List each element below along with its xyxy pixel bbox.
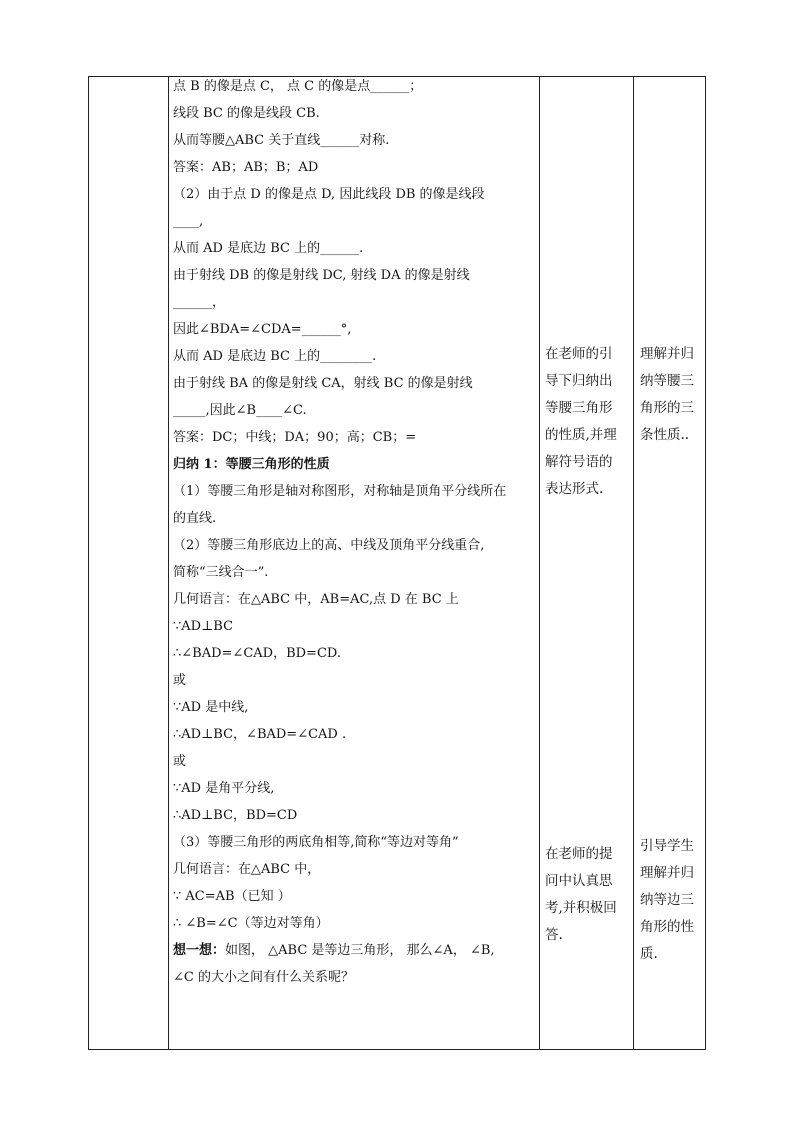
content-line: 由于射线 DB 的像是射线 DC, 射线 DA 的像是射线 bbox=[173, 268, 470, 283]
content-line: 因此∠BDA=∠CDA=______°, bbox=[173, 322, 352, 337]
content-line: ∴∠BAD=∠CAD，BD=CD. bbox=[173, 646, 341, 661]
content-line: 线段 BC 的像是线段 CB. bbox=[173, 106, 320, 121]
content-line: 的直线. bbox=[173, 511, 217, 526]
content-line: ∴AD⊥BC，BD=CD bbox=[173, 808, 298, 823]
content-line: ______， bbox=[173, 295, 226, 310]
design-intent-line: 纳等腰三 bbox=[640, 373, 694, 389]
design-intent-line: 质. bbox=[640, 946, 658, 962]
student-activity-line: 答. bbox=[545, 927, 563, 943]
column-divider bbox=[539, 77, 540, 1049]
content-line: ∵AD 是中线, bbox=[173, 700, 249, 715]
content-line: ∵AD⊥BC bbox=[173, 619, 234, 634]
student-activity-block bbox=[545, 341, 633, 503]
column-divider bbox=[633, 77, 634, 1049]
content-line: ∵ AC=AB（已知 ） bbox=[173, 889, 291, 904]
content-line: 点 B 的像是点 C， 点 C 的像是点______； bbox=[173, 79, 423, 94]
content-line: 从而等腰△ABC 关于直线______对称. bbox=[173, 133, 390, 148]
student-activity-line: 解符号语的 bbox=[545, 454, 613, 470]
design-intent-line: 纳等边三 bbox=[640, 892, 694, 908]
content-line: （2）等腰三角形底边上的高、中线及顶角平分线重合, bbox=[173, 538, 485, 553]
student-activity-line: 导下归纳出 bbox=[545, 373, 613, 389]
bold-lead: 想一想： bbox=[173, 943, 226, 958]
student-activity-line: 在老师的提 bbox=[545, 846, 613, 862]
content-line: 或 bbox=[173, 754, 187, 769]
student-activity-line: 在老师的引 bbox=[545, 346, 613, 362]
content-line: ∴AD⊥BC，∠BAD=∠CAD . bbox=[173, 727, 347, 742]
content-line: ∵AD 是角平分线, bbox=[173, 781, 275, 796]
student-activity-line: 问中认真思 bbox=[545, 873, 613, 889]
content-line: 从而 AD 是底边 BC 上的________. bbox=[173, 349, 377, 364]
content-line: _____,因此∠B____∠C. bbox=[173, 403, 307, 418]
content-line: 答案：AB；AB；B；AD bbox=[173, 160, 319, 175]
design-intent-block bbox=[640, 341, 702, 449]
content-line: 几何语言：在△ABC 中， bbox=[173, 862, 321, 877]
student-activity-block bbox=[545, 841, 633, 949]
content-line: ∠C 的大小之间有什么关系呢？ bbox=[173, 970, 354, 985]
design-intent-line: 角形的性 bbox=[640, 919, 694, 935]
content-line: 由于射线 BA 的像是射线 CA，射线 BC 的像是射线 bbox=[173, 376, 473, 391]
content-line: （1）等腰三角形是轴对称图形，对称轴是顶角平分线所在 bbox=[173, 484, 507, 499]
content-line: 或 bbox=[173, 673, 187, 688]
content-line: （2）由于点 D 的像是点 D, 因此线段 DB 的像是线段 bbox=[173, 187, 485, 202]
content-line: 归纳 1：等腰三角形的性质 bbox=[173, 457, 330, 472]
design-intent-block bbox=[640, 833, 702, 968]
student-activity-line: 表达形式. bbox=[545, 481, 604, 497]
design-intent-line: 条性质.. bbox=[640, 427, 690, 443]
content-line: 想一想：如图， △ABC 是等边三角形， 那么∠A， ∠B, bbox=[173, 943, 495, 958]
content-line: 几何语言：在△ABC 中，AB=AC,点 D 在 BC 上 bbox=[173, 592, 459, 607]
content-line: 从而 AD 是底边 BC 上的______. bbox=[173, 241, 364, 256]
student-activity-line: 考,并积极回 bbox=[545, 900, 617, 916]
design-intent-line: 理解并归 bbox=[640, 865, 694, 881]
content-line: ____, bbox=[173, 214, 204, 229]
design-intent-line: 理解并归 bbox=[640, 346, 694, 362]
student-activity-line: 等腰三角形 bbox=[545, 400, 613, 416]
content-line: 答案：DC；中线；DA；90；高；CB；= bbox=[173, 430, 417, 445]
content-line: 简称“三线合一”. bbox=[173, 565, 269, 580]
design-intent-line: 角形的三 bbox=[640, 400, 694, 416]
student-activity-line: 的性质,并理 bbox=[545, 427, 617, 443]
content-line: （3）等腰三角形的两底角相等,简称“等边对等角” bbox=[173, 835, 459, 850]
design-intent-line: 引导学生 bbox=[640, 838, 694, 854]
content-line: ∴ ∠B=∠C（等边对等角） bbox=[173, 916, 329, 931]
column-divider bbox=[168, 77, 169, 1049]
lesson-table bbox=[88, 76, 706, 1050]
